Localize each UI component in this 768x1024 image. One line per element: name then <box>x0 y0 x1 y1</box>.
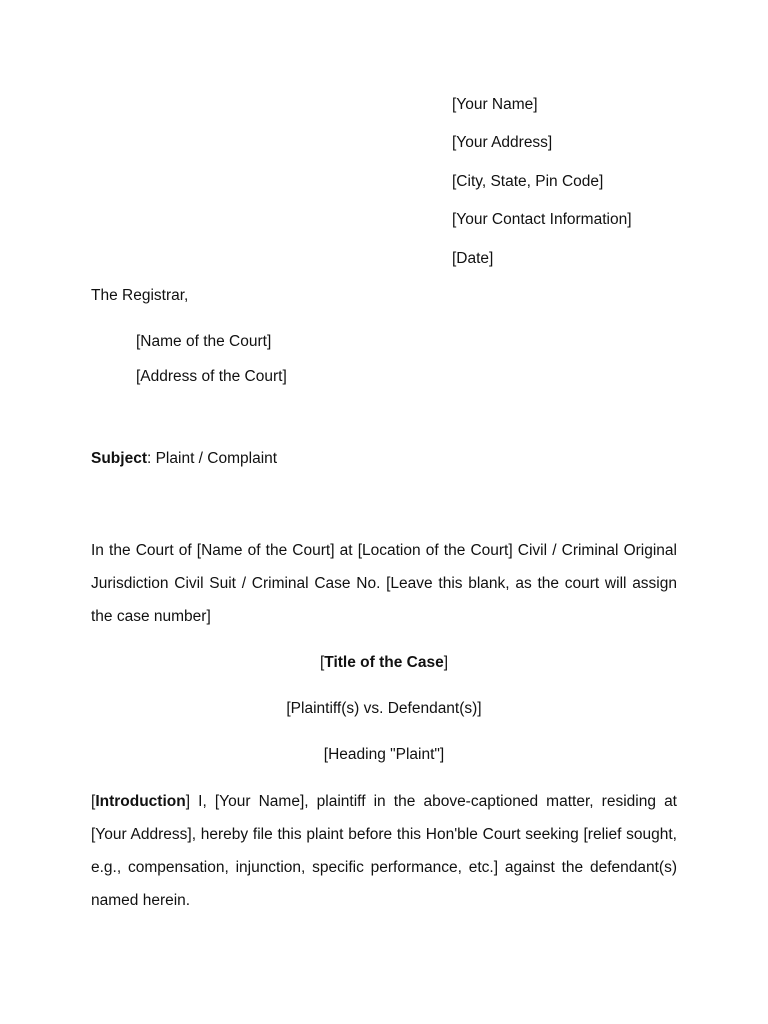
introduction-paragraph <box>91 785 677 917</box>
court-jurisdiction-paragraph: In the Court of [Name of the Court] at [Location of the Court] Civil / Criminal Original Jurisdiction Civil Suit / Criminal Case No. [Leave this blank, as the court will assign the case number] <box>91 542 677 625</box>
case-title <box>91 652 677 674</box>
sender-name: [Your Name] <box>452 96 538 113</box>
case-title-open: [ <box>319 654 325 671</box>
introduction-label: Introduction <box>95 793 186 810</box>
recipient-court-address: [Address of the Court] <box>136 368 287 385</box>
sender-date: [Date] <box>452 249 494 267</box>
case-heading: [Heading "Plaint"] <box>323 746 445 763</box>
sender-city-state-pin: [City, State, Pin Code] <box>452 172 604 190</box>
introduction-text: ] I, [Your Name], plaintiff in the above-captioned matter, residing at [Your Address], hereby file this plaint before this Hon'ble Court seeking [relief sought, e.g., compensation, injunction, specific performance, etc.] against the defendant(s) named herein. <box>91 793 677 909</box>
introduction-open: [ <box>91 793 96 810</box>
case-parties: [Plaintiff(s) vs. Defendant(s)] <box>286 700 482 717</box>
subject-label: Subject <box>91 450 147 467</box>
sender-block <box>452 94 632 286</box>
recipient-court-name: [Name of the Court] <box>136 333 272 350</box>
subject-line <box>91 448 277 470</box>
subject-text: : Plaint / Complaint <box>146 450 278 467</box>
recipient-block <box>136 331 287 401</box>
sender-contact: [Your Contact Information] <box>452 211 632 229</box>
recipient-salutation: The Registrar, <box>91 287 189 304</box>
sender-address: [Your Address] <box>452 134 553 152</box>
case-title-bold: Title of the Case <box>324 654 444 671</box>
case-title-close: ] <box>443 654 449 671</box>
